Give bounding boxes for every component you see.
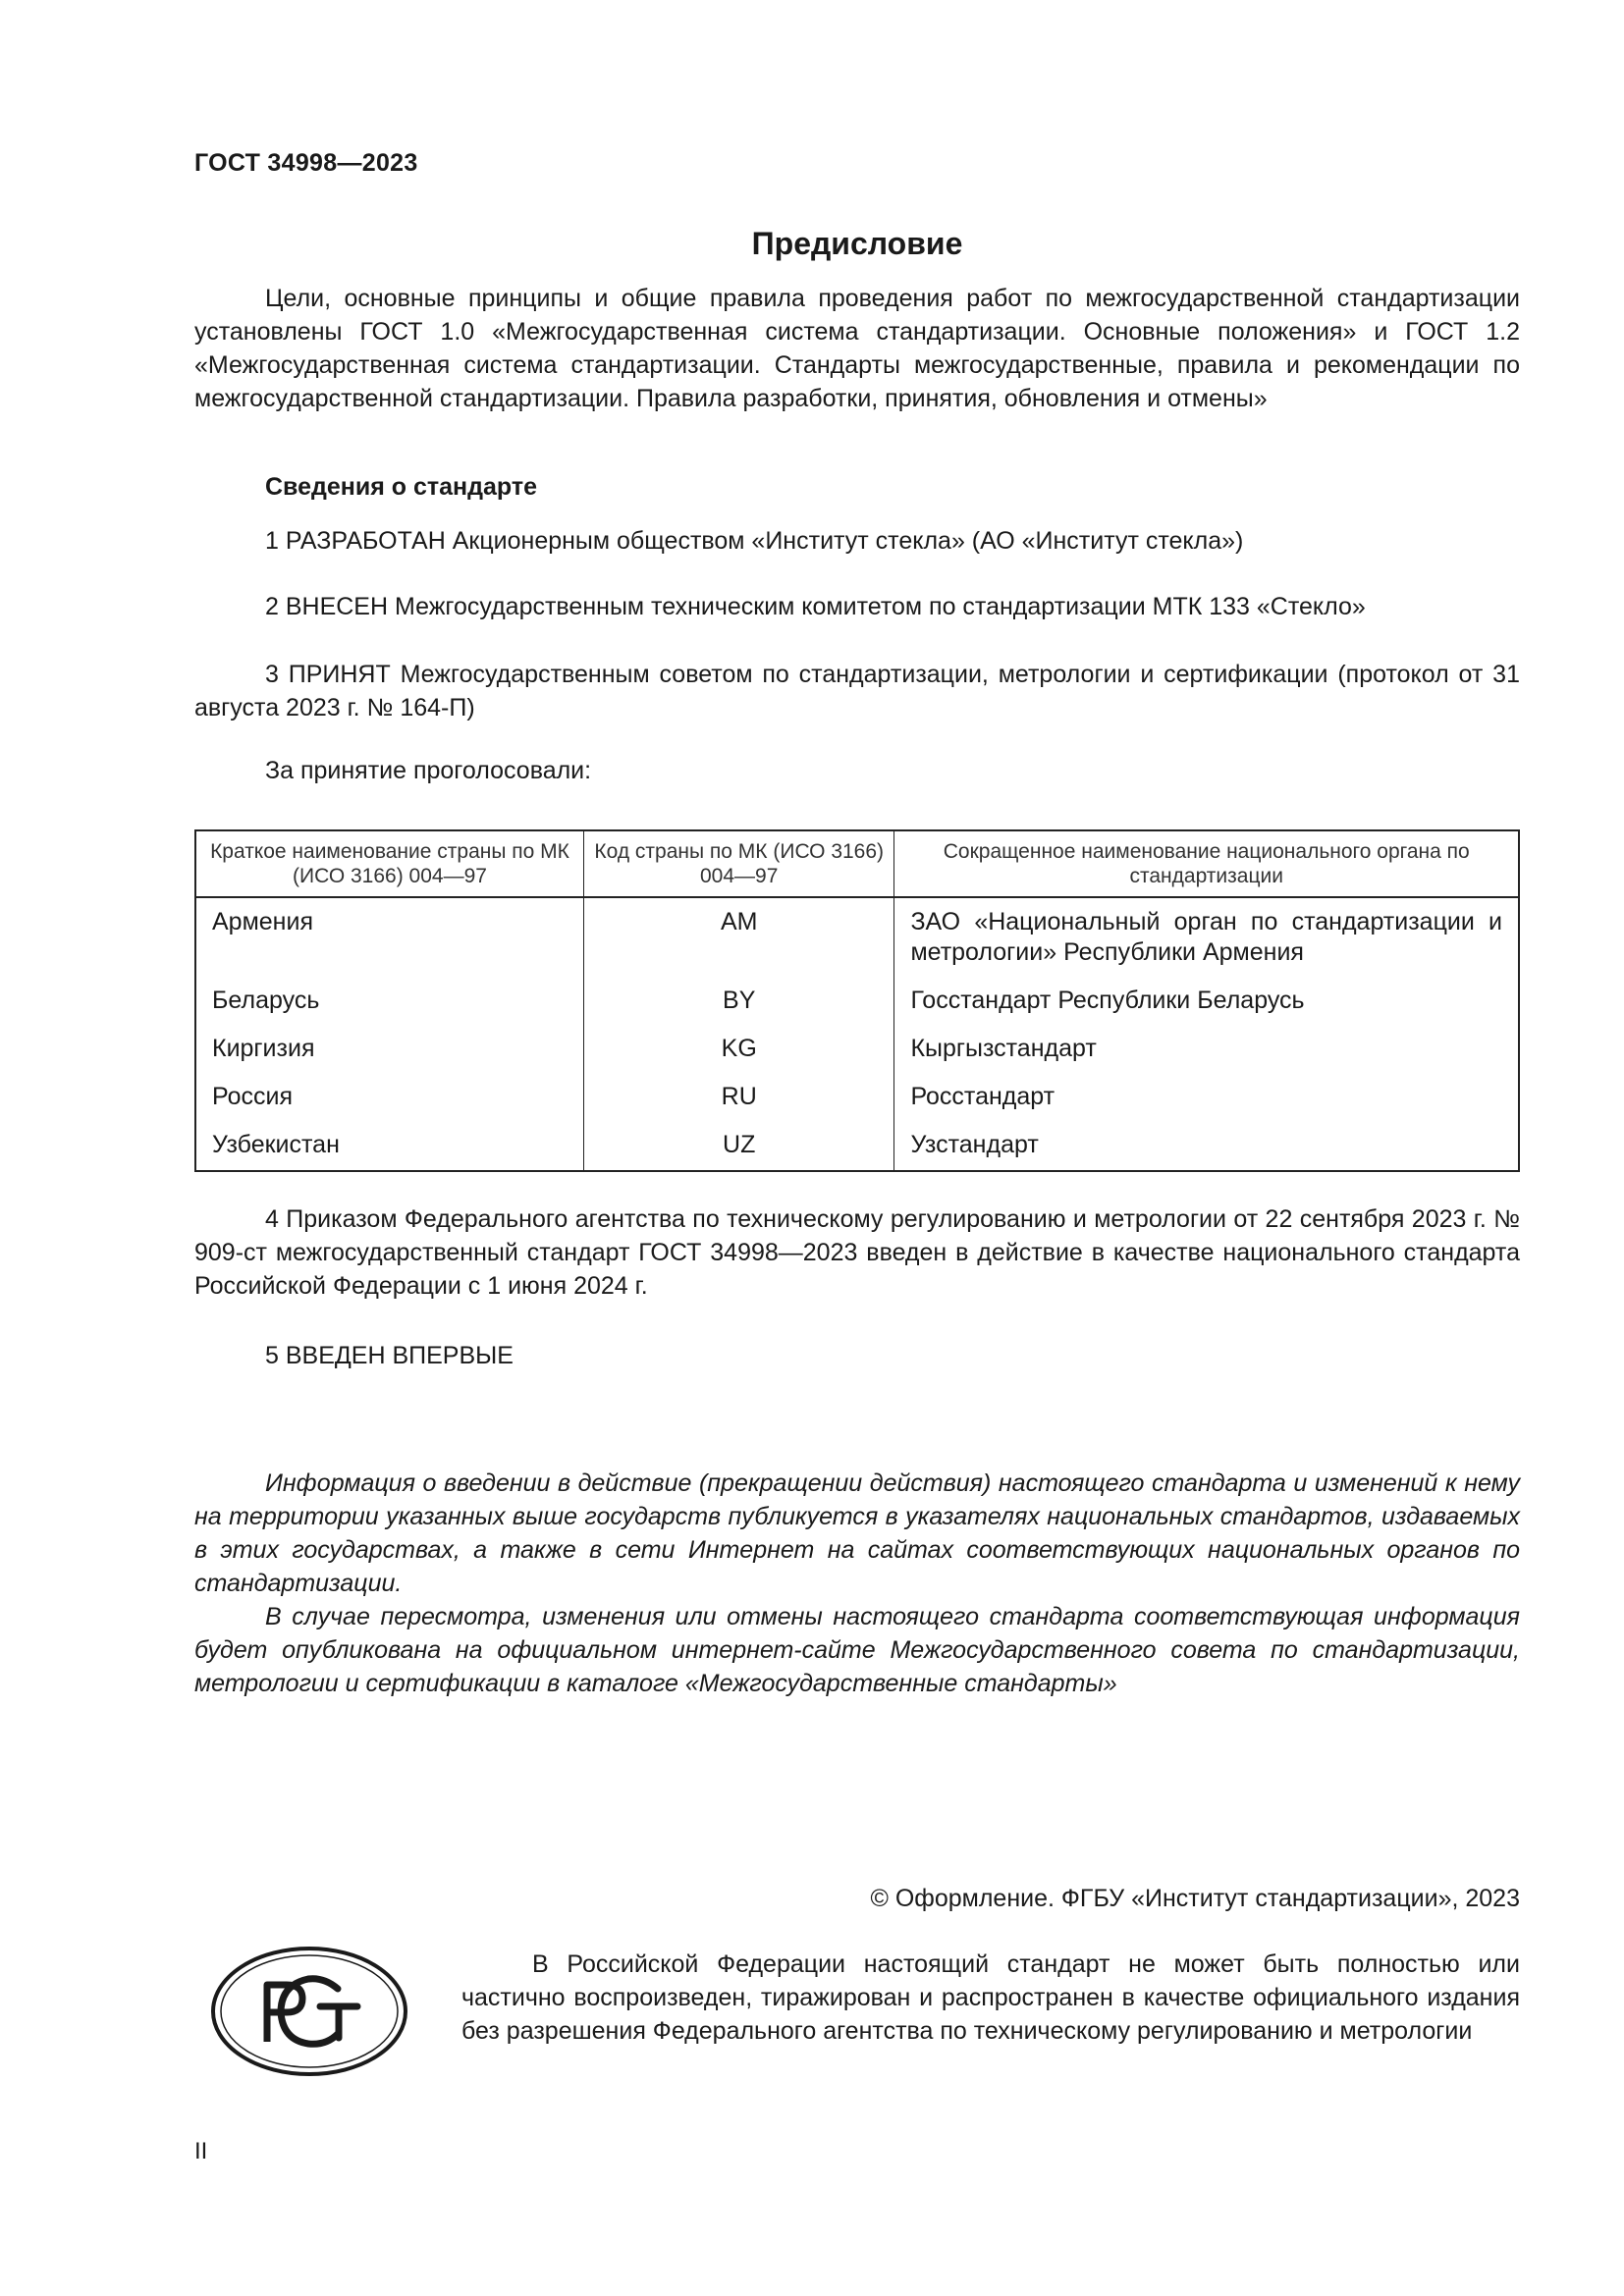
- column-header-code: Код страны по МК (ИСО 3166) 004—97: [583, 830, 893, 897]
- country-cell: Россия: [195, 1078, 583, 1126]
- table-row: [195, 1078, 1519, 1126]
- copyright-line: © Оформление. ФГБУ «Институт стандартизации», 2023: [870, 1885, 1520, 1912]
- item-developed: 1 РАЗРАБОТАН Акционерным обществом «Институт стекла» (АО «Институт стекла»): [265, 527, 1244, 555]
- organ-cell: ЗАО «Национальный орган по стандартизации и метрологии» Республики Армения: [894, 897, 1519, 982]
- table-row: [195, 982, 1519, 1030]
- code-cell: UZ: [583, 1126, 893, 1171]
- organ-cell: Кыргызстандарт: [894, 1030, 1519, 1078]
- item-submitted: 2 ВНЕСЕН Межгосударственным техническим комитетом по стандартизации МТК 133 «Стекло»: [265, 593, 1366, 620]
- item-enacted: 4 Приказом Федерального агентства по техническому регулированию и метрологии от 22 сентября 2023 г. № 909-ст межгосударственный стандарт ГОСТ 34998—2023 введен в действие в качестве национального стандарта Российской Федерации с 1 июня 2024 г.: [194, 1205, 1520, 1300]
- code-cell: BY: [583, 982, 893, 1030]
- table-header-row: [195, 830, 1519, 897]
- reproduction-notice: В Российской Федерации настоящий стандарт не может быть полностью или частично воспроизведен, тиражирован и распространен в качестве официального издания без разрешения Федерального агентства по техническому регулированию и метрологии: [461, 1950, 1520, 2045]
- organ-cell: Росстандарт: [894, 1078, 1519, 1126]
- code-cell: KG: [583, 1030, 893, 1078]
- table-row: [195, 897, 1519, 982]
- table-row: [195, 1030, 1519, 1078]
- info-note-revision: В случае пересмотра, изменения или отмены настоящего стандарта соответствующая информация будет опубликована на официальном интернет-сайте Межгосударственного совета по стандартизации, метрологии и сертификации в каталоге «Межгосударственные стандарты»: [194, 1603, 1520, 1697]
- item-first-intro: 5 ВВЕДЕН ВПЕРВЫЕ: [265, 1342, 514, 1369]
- page-number: II: [194, 2138, 208, 2164]
- organ-cell: Госстандарт Республики Беларусь: [894, 982, 1519, 1030]
- country-cell: Киргизия: [195, 1030, 583, 1078]
- code-cell: RU: [583, 1078, 893, 1126]
- country-cell: Армения: [195, 897, 583, 982]
- page-title: Предисловие: [751, 226, 963, 261]
- info-heading: Сведения о стандарте: [265, 473, 538, 501]
- item-adopted: 3 ПРИНЯТ Межгосударственным советом по стандартизации, метрологии и сертификации (протокол от 31 августа 2023 г. № 164-П): [194, 661, 1520, 721]
- organ-cell: Узстандарт: [894, 1126, 1519, 1171]
- column-header-organ: Сокращенное наименование национального органа по стандартизации: [894, 830, 1519, 897]
- standard-code: ГОСТ 34998—2023: [194, 149, 418, 177]
- country-cell: Беларусь: [195, 982, 583, 1030]
- country-cell: Узбекистан: [195, 1126, 583, 1171]
- info-note-enactment: Информация о введении в действие (прекращении действия) настоящего стандарта и изменений к нему на территории указанных выше государств публикуется в указателях национальных стандартов, издаваемых в этих государствах, а также в сети Интернет на сайтах соответствующих национальных органов по стандартизации.: [194, 1469, 1520, 1597]
- voted-label: За принятие проголосовали:: [265, 757, 592, 784]
- code-cell: AM: [583, 897, 893, 982]
- column-header-country: Краткое наименование страны по МК (ИСО 3166) 004—97: [195, 830, 583, 897]
- pst-certification-mark-icon: [210, 1946, 408, 2077]
- intro-paragraph: Цели, основные принципы и общие правила проведения работ по межгосударственной стандартизации установлены ГОСТ 1.0 «Межгосударственная система стандартизации. Основные положения» и ГОСТ 1.2 «Межгосударственная система стандартизации. Стандарты межгосударственные, правила и рекомендации по межгосударственной стандартизации. Правила разработки, принятия, обновления и отмены»: [194, 285, 1520, 412]
- voting-table: [194, 829, 1520, 1172]
- table-row: [195, 1126, 1519, 1171]
